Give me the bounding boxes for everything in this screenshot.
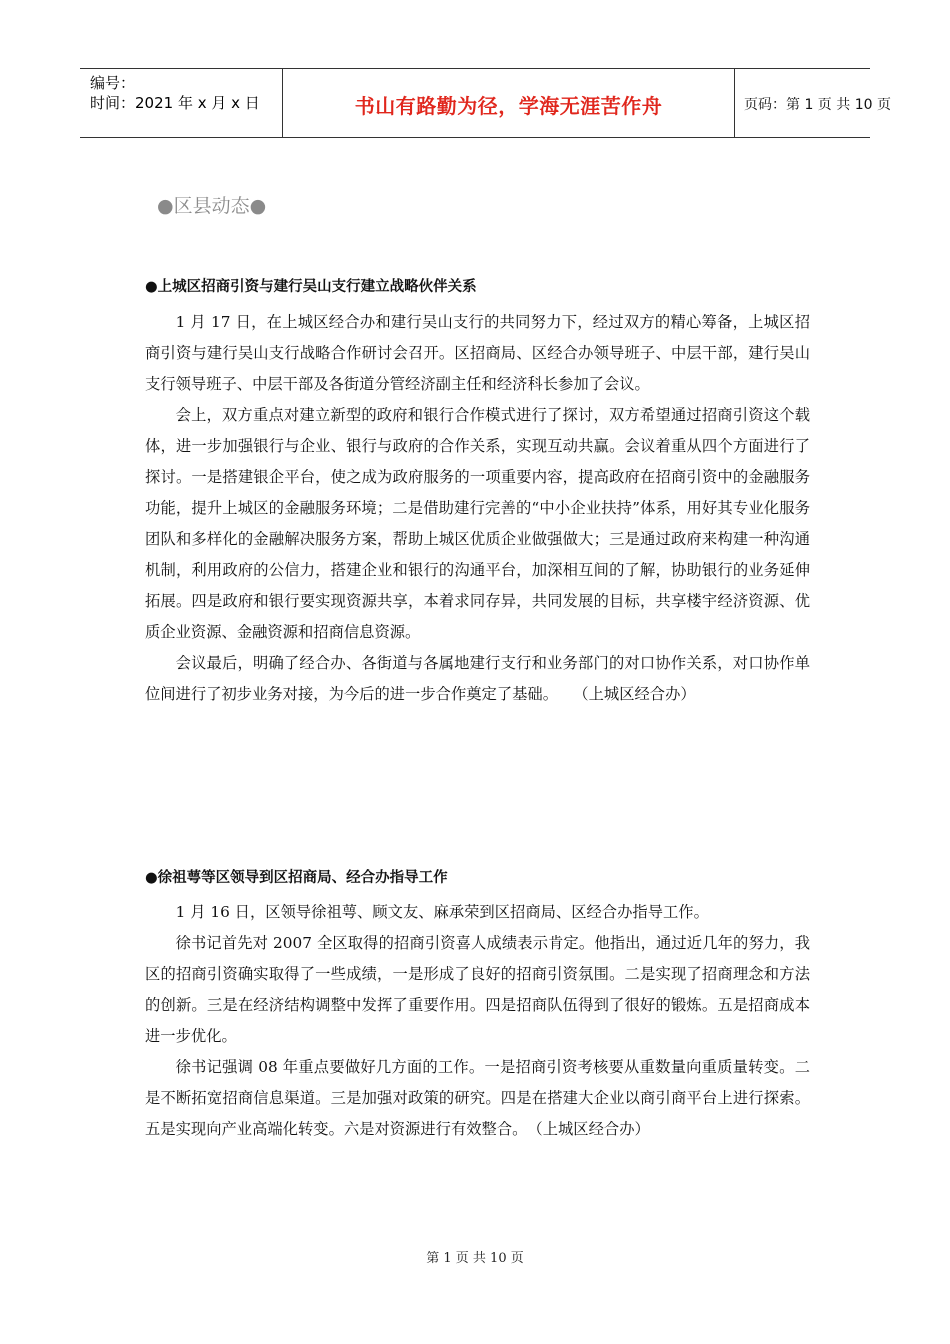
article-paragraph: 1 月 17 日，在上城区经合办和建行吴山支行的共同努力下，经过双方的精心筹备，上城区招商引资与建行吴山支行战略合作研讨会召开。区招商局、区经合办领导班子、中层干部，建行吴山支行领导班子、中层干部及各街道分管经济副主任和经济科长参加了会议。 — [145, 313, 810, 393]
header-page-cell — [734, 69, 891, 137]
article-paragraph: 1 月 16 日，区领导徐祖萼、顾文友、麻承荣到区招商局、区经合办指导工作。 — [175, 903, 709, 921]
document-time-label: 时间：2021 年 x 月 x 日 — [90, 94, 260, 112]
document-number-label: 编号： — [90, 74, 136, 92]
header-page-info: 页码：第 1 页 共 10 页 — [744, 97, 891, 113]
article-body — [145, 897, 810, 1145]
header-motto: 书山有路勤为径，学海无涯苦作舟 — [354, 94, 663, 118]
section-title: ●区县动态● — [157, 195, 267, 217]
article-body — [145, 307, 810, 710]
article-paragraph: 会上，双方重点对建立新型的政府和银行合作模式进行了探讨，双方希望通过招商引资这个载体，进一步加强银行与企业、银行与政府的合作关系，实现互动共赢。会议着重从四个方面进行了探讨。一是搭建银企平台，使之成为政府服务的一项重要内容，提高政府在招商引资中的金融服务功能，提升上城区的金融服务环境；二是借助建行完善的“中小企业扶持”体系，用好其专业化服务团队和多样化的金融解决服务方案，帮助上城区优质企业做强做大；三是通过政府来构建一种沟通机制，利用政府的公信力，搭建企业和银行的沟通平台，加深相互间的了解，协助银行的业务延伸拓展。四是政府和银行要实现资源共享，本着求同存异，共同发展的目标，共享楼宇经济资源、优质企业资源、金融资源和招商信息资源。 — [145, 406, 810, 641]
article-paragraph: 徐书记强调 08 年重点要做好几方面的工作。一是招商引资考核要从重数量向重质量转变。二是不断拓宽招商信息渠道。三是加强对政策的研究。四是在搭建大企业以商引商平台上进行探索。五是实现向产业高端化转变。六是对资源进行有效整合。 （上城区经合办） — [145, 1058, 810, 1138]
article-paragraph: 徐书记首先对 2007 全区取得的招商引资喜人成绩表示肯定。他指出，通过近几年的努力，我区的招商引资确实取得了一些成绩，一是形成了良好的招商引资氛围。二是实现了招商理念和方法的创新。三是在经济结构调整中发挥了重要作用。四是招商队伍得到了很好的锻炼。五是招商成本进一步优化。 — [145, 934, 810, 1045]
header-left-cell — [80, 69, 282, 137]
header-table — [80, 68, 891, 138]
page-footer: 第 1 页 共 10 页 — [426, 1251, 524, 1266]
header-motto-cell — [282, 69, 735, 137]
article-heading: ●上城区招商引资与建行吴山支行建立战略伙伴关系 — [145, 279, 477, 295]
article-paragraph: 会议最后，明确了经合办、各街道与各属地建行支行和业务部门的对口协作关系，对口协作单位间进行了初步业务对接，为今后的进一步合作奠定了基础。 （上城区经合办） — [145, 654, 810, 703]
article-heading: ●徐祖萼等区领导到区招商局、经合办指导工作 — [145, 870, 448, 886]
